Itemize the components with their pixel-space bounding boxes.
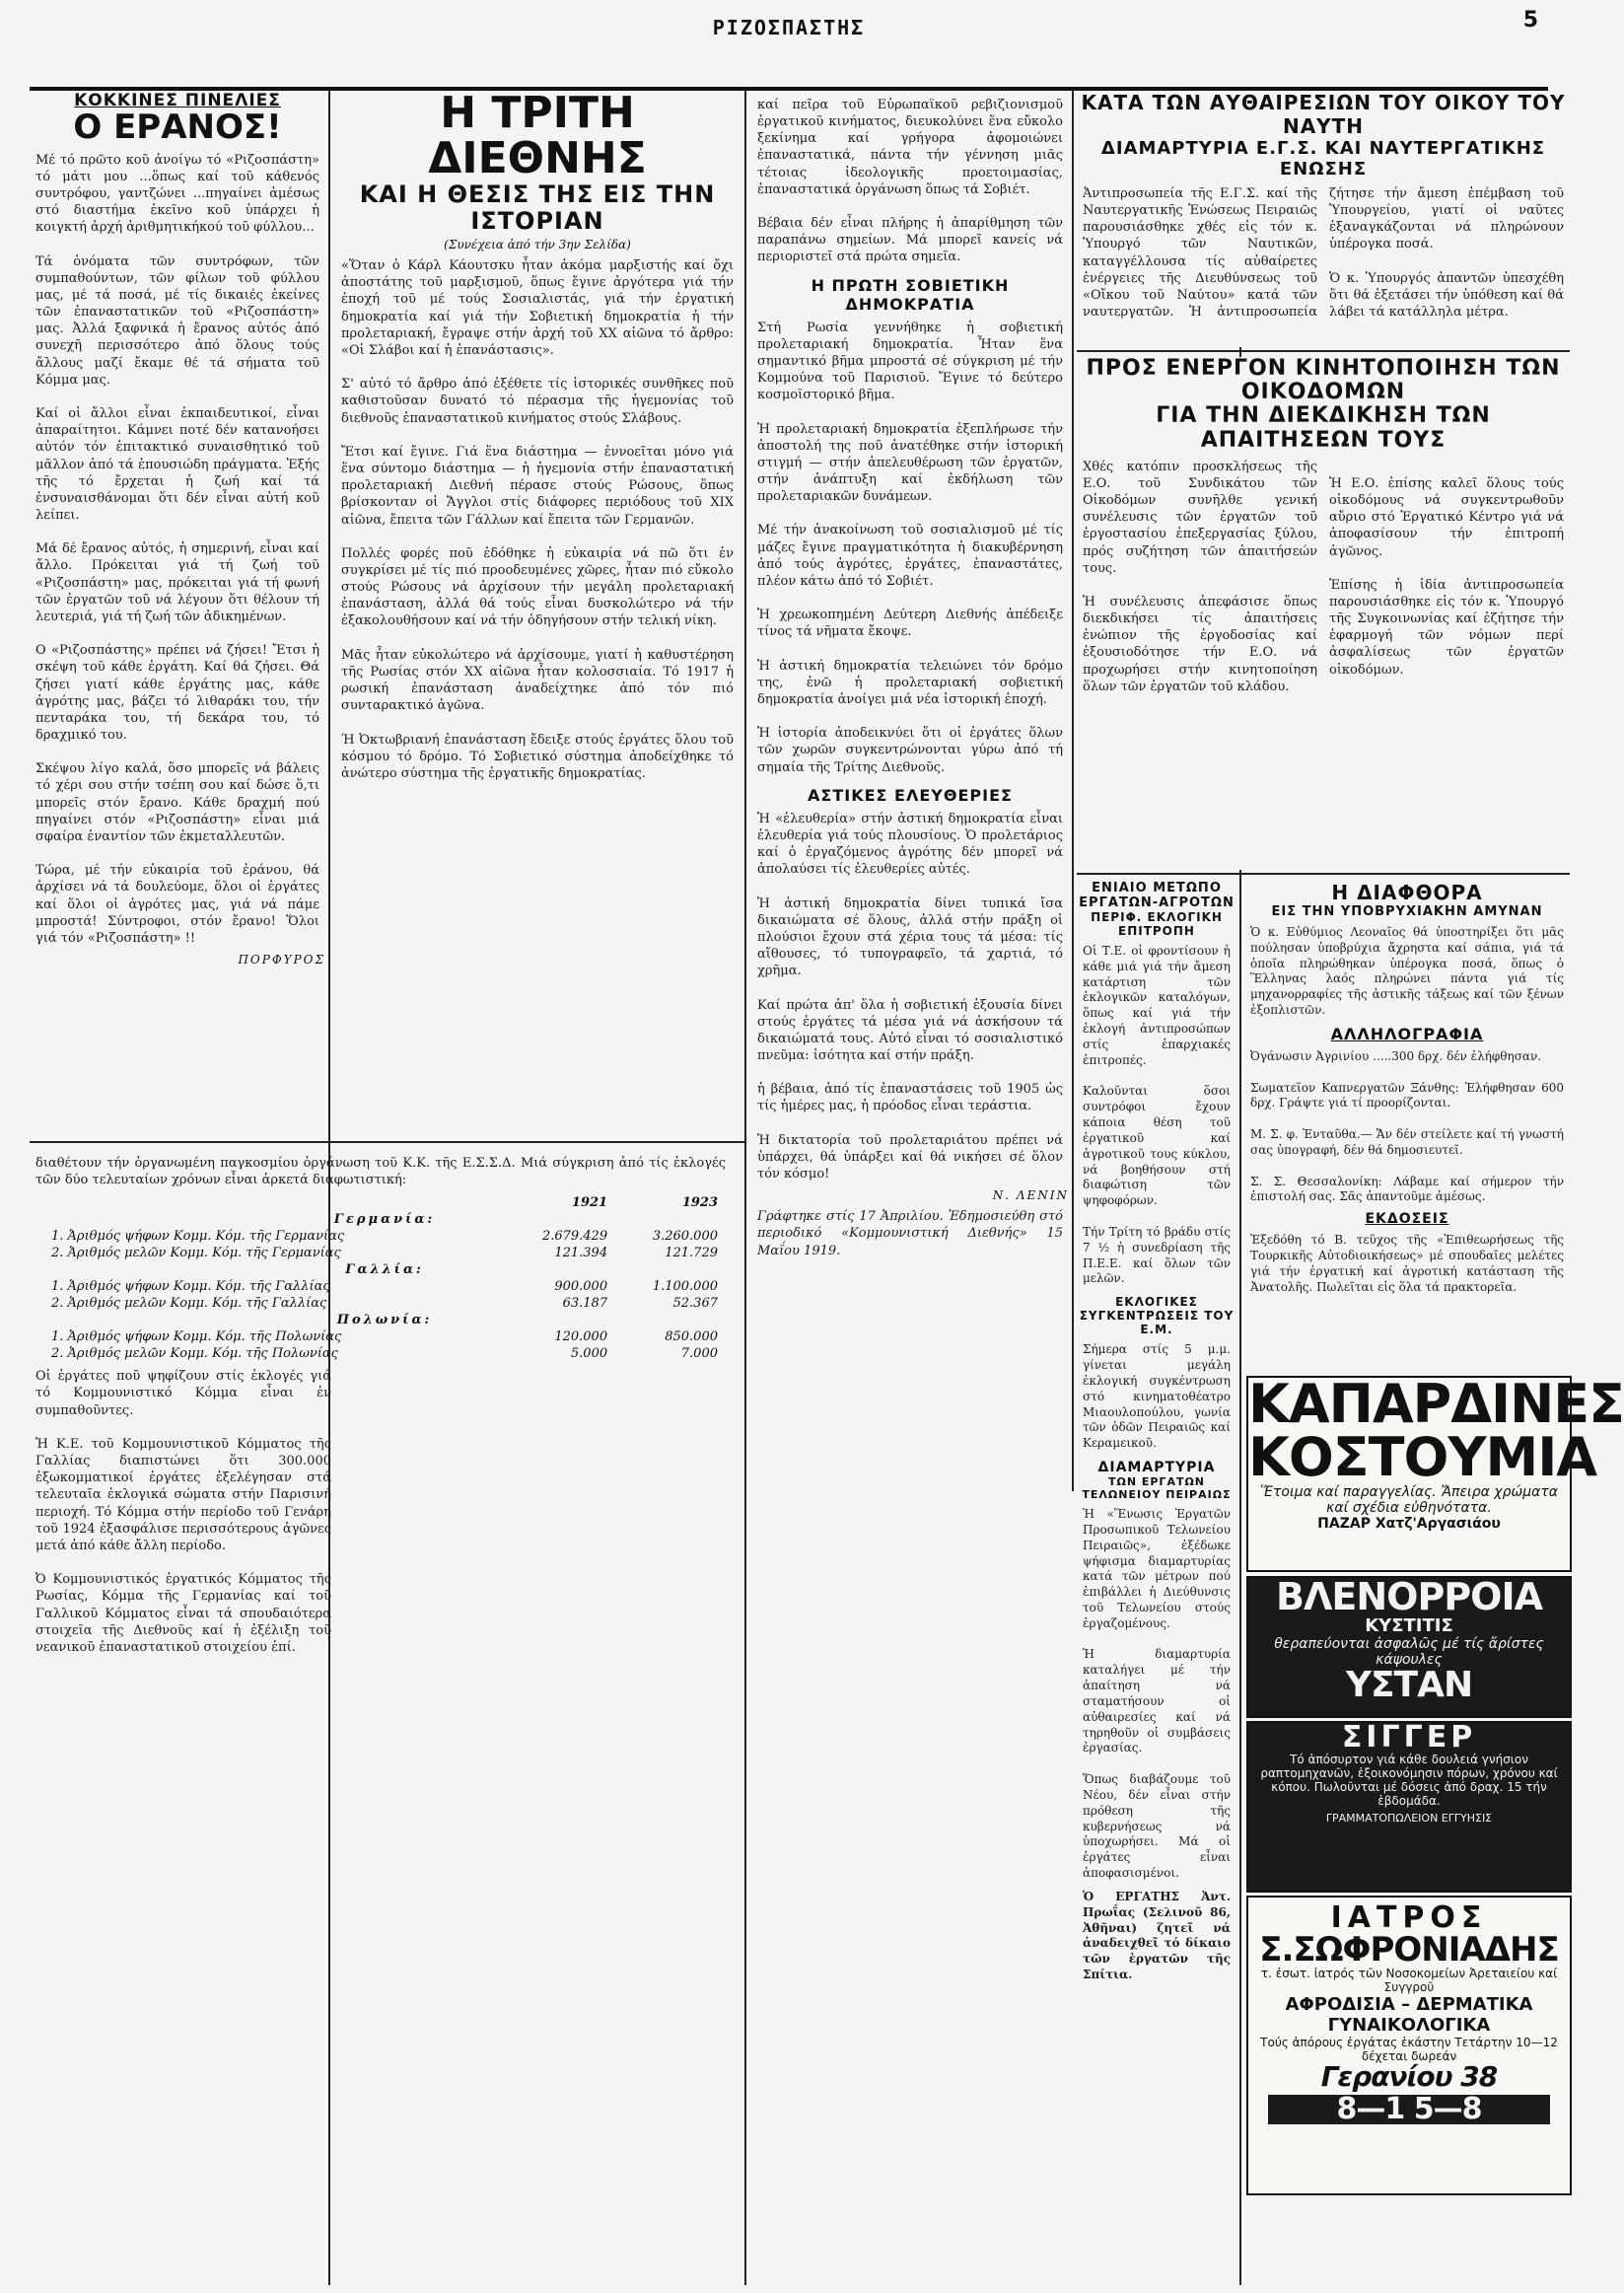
- stats-label: 2. Ἀριθμός μελῶν Κομμ. Κόμ. τῆς Γαλλίας: [51, 1296, 327, 1312]
- section-title: ΕΚΔΟΣΕΙΣ: [1365, 1211, 1449, 1228]
- stats-row: [47, 1228, 722, 1245]
- stats-after-text: Οἱ ἐργάτες ποῦ ψηφίζουν στίς ἐκλογές γιά τό Κομμουνιστικό Κόμμα εἶναι ἐν συμπαθοῦντες. Ἡ Κ.Ε. τοῦ Κομμουνιστικοῦ Κόμματος τῆς Γαλλίας διαπιστώνει ὅτι 300.000 ἐξωκομματικοί ἐργάτες ἐξελέγησαν στά τελευταῖα ἐκλογικά σώματα στήν Παρισινή περιοχή. Τό Κόμμα στήν περίοδο τοῦ Γενάρη τοῦ 1924 ἐξασφάλισε περισσότερους ἀγῶνες μετά ἀπό κάθε ἄλλη περίοδο. Ὀ Κομμουνιστικός ἐργατικός Κόμματος τῆς Ρωσίας, Κόμμα τῆς Γερμανίας καί τοῦ Γαλλικοῦ Κόμματος εἶναι τά σπουδαιότερα στοιχεῖα τῆς Διεθνοῦς καί ἡ ἐξέλιξη τοῦ νεανικοῦ ἐπαναστατικοῦ στοιχείου ἐπί.: [35, 1369, 331, 1655]
- stats-value: 63.187: [562, 1296, 608, 1312]
- article-signature: Ν. ΛΕΝΙΝ: [992, 1188, 1069, 1203]
- article-subtitle: ΓΙΑ ΤΗΝ ΔΙΕΚΔΙΚΗΣΗ ΤΩΝ ΑΠΑΙΤΗΣΕΩΝ ΤΟΥΣ: [1156, 403, 1491, 453]
- stats-value: 1.100.000: [652, 1279, 718, 1295]
- doctor-ad: [1246, 1896, 1572, 2195]
- sailors-house-protest: [1077, 91, 1570, 347]
- ad-headline: ΣΙΓΓΕΡ: [1341, 1720, 1477, 1755]
- article-body: «Ὅταν ὁ Κάρλ Κάουτσκυ ἦταν ἀκόμα μαρξιστής καί ὄχι ἀποστάτης τοῦ μαρξισμοῦ, ὅπως ἔγινε ἀργότερα γιά τήν ἐποχή τοῦ μέ τούς Σοσιαλιστάς, γιά τήν ἐργατική δημοκρατία καί γιά τήν Σοβιετική δημοκρατία ἡ τήν προλεταριακή, ἔγραψε στήν ἀρχή τοῦ ΧΧ αἰῶνα τό ἄρθρο: «Οἱ Σλάβοι καί ἡ ἐπανάστασις». Σ' αὐτό τό ἄρθρο ἀπό ἐξέθετε τίς ἱστορικές συνθῆκες ποῦ καθιστοῦσαν δυνατό τό πέρασμα τῆς ἡγεμονίας τοῦ διεθνοῦς ἐπαναστατικοῦ κινήματος στούς Σλάβους. Ἔτσι καί ἔγινε. Γιά ἕνα διάστημα — ἐννοεῖται μόνο γιά ἕνα σύντομο διάστημα — ἡ ἡγεμονία στήν ἐπαναστατική προλεταριακή Διεθνή πέρασε στούς Ρώσους, ὅπως βρίσκονταν οἱ Ἄγγλοι στίς διάφορες περιόδους τοῦ XIX αἰῶνα, ἔπειτα τῶν Γάλλων καί ἔπειτα τῶν Γερμανῶν. Πολλές φορές ποῦ ἐδόθηκε ἡ εὐκαιρία νά πῶ ὅτι ἐν συγκρίσει μέ τίς πιό προοδευμένες χῶρες, ἦταν πιό εὔκολο στούς Ρώσους νά ἀρχίσουν τήν μεγάλη προλεταριακή ἐπανάσταση, ἀλλά θά τούς εἶναι δυσκολώτερο νά τήν ἐξακολουθήσουν καί νά τήν ὁδηγήσουν στήν τελική νίκη. Μᾶς ἦταν εὐκολώτερο νά ἀρχίσουμε, γιατί ἡ καθυστέρηση τῆς Ρωσίας στόν XX αἰῶνα ἦταν κολοσσιαία. Τό 1917 ἡ ρωσική ἐπανάσταση ἀναδείχτηκε ἀπό τόν πιό συνταρακτικό ἀγῶνα. Ή Ὀκτωβριανή ἐπανάσταση ἔδειξε στούς ἐργάτες ὅλου τοῦ κόσμου τό δρόμο. Τό Σοβιετικό σύστημα ἀποδείχθηκε τό ἀνώτερο σύστημα τῆς ἐργατικῆς δημοκρατίας.: [341, 258, 734, 781]
- newspaper-name: ΡΙΖΟΣΠΑΣΤΗΣ: [712, 16, 866, 39]
- singer-ad: [1246, 1721, 1572, 1893]
- section-rule: [1077, 873, 1570, 875]
- article-body: καί πεῖρα τοῦ Εὐρωπαϊκοῦ ρεβιζιονισμοῦ ἐργατικοῦ κινήματος, διευκολύνει ἕνα εὔκολο ξεκίνημα καί γρήγορα ἀφομοιώνει ἐπαναστατικά, πάντα τήν γέννηση μιᾶς τέτοιας ἰδεολογικῆς προετοιμασίας, ἐπαναστατικά ὀργάνωση ὅπως τά Σοβιέτ. Βέβαια δέν εἶναι πλήρης ἡ ἀπαρίθμηση τῶν παραπάνω σημείων. Μά μπορεῖ κανείς νά περιοριστεῖ στά πρώτα σημεῖα.: [757, 98, 1063, 265]
- stats-row: [47, 1278, 722, 1295]
- red-brushes-column: [30, 91, 325, 1225]
- ad-specialty: ΓΥΝΑΙΚΟΛΟΓΙΚΑ: [1327, 2015, 1491, 2036]
- footer-note: Ὁ ΕΡΓΑΤΗΣ Ἀντ. Πρωΐας (Σελινοῦ 86, Ἀθῆναι) ζητεῖ νά ἀναδειχθεῖ τό δίκαιο τῶν ἐργατῶν τῆς Σπίτια.: [1083, 1889, 1231, 1982]
- page-number: 5: [1522, 8, 1538, 33]
- stats-label: 2. Ἀριθμός μελῶν Κομμ. Κόμ. τῆς Γερμανίας: [51, 1246, 341, 1261]
- builders-mobilization: [1077, 357, 1570, 870]
- section-body: Ἡ «ἐλευθερία» στήν ἀστική δημοκρατία εἶναι ἐλευθερία γιά τούς πλουσίους. Ὁ προλετάριος καί ὁ ἐργαζόμενος ἀγρότης δέν μπορεῖ νά ἀπολαύσει τίς ἐλευθερίες αὐτές. Ἡ ἀστική δημοκρατία δίνει τυπικά ἴσα δικαιώματα σέ ὅλους, ἀλλά στήν πράξη οἱ πλούσιοι ἔχουν στά χέρια τους τά μέσα: τίς αἴθουσες, τό τυπογραφεῖο, τά χαρτιά, τό χρῆμα. Καί πρώτα ἀπ' ὅλα ἡ σοβιετική ἐξουσία δίνει στούς ἐργάτες τά μέσα γιά νά ἀσκήσουν τά δικαιώματά τους. Αὐτό εἶναι τό σοσιαλιστικό πνεῦμα: ἰσότητα καί στήν πράξη. ἡ βέβαια, ἀπό τίς ἐπαναστάσεις τοῦ 1905 ὡς τίς ἡμέρες μας, ἡ πρόοδος εἶναι τεράστια. Ἡ δικτατορία τοῦ προλεταριάτου πρέπει νά ὑπάρχει, θά ὑπάρξει καί θά νικήσει σέ ὅλον τόν κόσμο!: [757, 811, 1063, 1182]
- stats-country: Γαλλία:: [345, 1262, 424, 1278]
- ad-text: θεραπεύονται ἀσφαλῶς μέ τίς ἄρίστες κάψουλες: [1274, 1636, 1544, 1668]
- article-body: Χθές κατόπιν προσκλήσεως τῆς Ε.Ο. τοῦ Συνδικάτου τῶν Οἰκοδόμων συνῆλθε γενική συνέλευσις τῶν ἐργατῶν τοῦ ἐργοστασίου ἐπεξεργασίας ξύλου, πρός συζήτηση τῶν ἀπαιτήσεών τους. Ἡ συνέλευσις ἀπεφάσισε ὅπως διεκδικήσει τίς ἀπαιτήσεις ἐνώπιον τῆς ἐργοδοσίας καί ἐξουσιοδότησε τήν Ε.Ο. νά προχωρήσει στήν κινητοποίηση ὅλων τῶν ἐργατῶν τοῦ κλάδου. Ἡ Ε.Ο. ἐπίσης καλεῖ ὅλους τούς οἰκοδόμους νά συγκεντρωθοῦν αὔριο στό Ἐργατικό Κέντρο γιά νά ἀποφασίσουν τήν ἐπιτροπή ἀγῶνος. Ἐπίσης ἡ ἰδία ἀντιπροσωπεία παρουσιάσθηκε εἰς τόν κ. Ὑπουργό τῆς Συγκοινωνίας καί ἐζήτησε τήν ἐφαρμογή τῶν νόμων περί ἀσφαλίσεως τῶν ἐργατῶν οἰκοδόμων.: [1083, 459, 1564, 694]
- stats-intro: διαθέτουν τήν ὀργανωμένη παγκοσμίου ὀργάνωση τοῦ Κ.Κ. τῆς Ε.Σ.Σ.Δ. Μιά σύγκριση ἀπό τίς ἐκλογές τῶν δύο τελευταίων χρόνων εἶναι ἀρκετά διαφωτιστική:: [35, 1156, 726, 1188]
- stats-row: [47, 1245, 722, 1261]
- article-title: Η ΔΙΑΦΘΟΡΑ: [1331, 881, 1483, 904]
- ad-text: Ἕτοιμα καί παραγγελίας. Ἄπειρα χρώματα καί σχέδια εὐθηνότατα.: [1259, 1484, 1558, 1516]
- coats-suits-ad: [1246, 1373, 1624, 1572]
- article-title: ΚΑΤΑ ΤΩΝ ΑΥΘΑΙΡΕΣΙΩΝ ΤΟΥ ΟΙΚΟΥ ΤΟΥ ΝΑΥΤΗ: [1081, 91, 1566, 138]
- stats-country: Γερμανία:: [333, 1212, 436, 1228]
- stats-row: [47, 1328, 722, 1345]
- article-title: Ο ΕΡΑΝΟΣ!: [73, 107, 282, 147]
- column-rule: [744, 91, 746, 2285]
- ad-shop: ΠΑΖΑΡ Χατζ'Αργασιάου: [1317, 1516, 1501, 1532]
- section-body: Ὀγάνωσιν Ἀγρινίου .....300 δρχ. δέν ἐλήφθησαν. Σωματεῖον Καπνεργατῶν Ξάνθης: Ἐλήφθησαν 600 δρχ. Γράψτε γιά τί προορίζονται. Μ. Σ. φ. Ἐνταῦθα.— Ἄν δέν στείλετε καί τή γνωστή σας ὑπογραφή, δέν θά δημοσιευτεῖ. Σ. Σ. Θεσσαλονίκη: Λάβαμε καί σήμερον τήν ἐπιστολή σας. Σᾶς ἀπαντοῦμε ἀμέσως.: [1250, 1048, 1564, 1204]
- ad-headline: ΙΑΤΡΟΣ: [1330, 1900, 1488, 1935]
- article-body: Σήμερα στίς 5 μ.μ. γίνεται μεγάλη ἐκλογική συγκέντρωση στό κινηματοθέατρο Μιαουλοπούλου, γωνία τῶν ὁδῶν Πειραιῶς καί Κεραμεικοῦ.: [1083, 1342, 1231, 1451]
- article-subtitle: ΕΙΣ ΤΗΝ ΥΠΟΒΡΥΧΙΑΚΗΝ ΑΜΥΝΑΝ: [1271, 904, 1543, 919]
- stats-header-cell: 1921: [571, 1195, 608, 1211]
- section-title: ΑΣΤΙΚΕΣ ΕΛΕΥΘΕΡΙΕΣ: [808, 785, 1013, 805]
- stats-row: [47, 1295, 722, 1312]
- stats-header-cell: [47, 1194, 501, 1211]
- ad-footer: ΓΡΑΜΜΑΤΟΠΩΛΕΙΟΝ ΕΓΓΥΗΣΙΣ: [1325, 1812, 1493, 1825]
- continued-note: (Συνέχεια ἀπό τήν 3ην Σελίδα): [444, 238, 631, 252]
- stats-value: 3.260.000: [652, 1229, 718, 1245]
- stats-table: [47, 1194, 722, 1362]
- stats-row: [47, 1345, 722, 1362]
- section-body: Στή Ρωσία γεννήθηκε ἡ σοβιετική προλεταριακή δημοκρατία. Ἦταν ἕνα σημαντικό βῆμα μπροστά σέ σύγκριση μέ τήν Κομμούνα τοῦ Παρισιοῦ. Ἔγινε τό δεύτερο κοσμοϊστορικό βῆμα. Ἡ προλεταριακή δημοκρατία ἐξεπλήρωσε τήν ἀποστολή της ποῦ ἀνατέθηκε στήν ἱστορική στιγμή — στήν ἀπελευθέρωση τῶν ἐργατῶν, στήν ἀνάπτυξη καί ἐκδήλωση τῶν προλεταριακῶν δυνάμεων. Μέ τήν ἀνακοίνωση τοῦ σοσιαλισμοῦ μέ τίς μάζες ἔγινε πραγματικότητα ἡ διακυβέρνηση ἀπό τούς ἀγρότες, ἐργάτες, ἐπαναστάτες, πλέον κάτω ἀπό τό Σοβιέτ. Ἡ χρεωκοπημένη Δεύτερη Διεθνής ἀπέδειξε τίνος τά νῆματα ἔκοψε. Ἡ ἀστική δημοκρατία τελειώνει τόν δρόμο της, ἐνῶ ἡ προλεταριακή σοβιετική δημοκρατία ἀνοίγει μιά νέα ἱστορική ἐποχή. Ἡ ἱστορία ἀποδεικνύει ὅτι οἱ ἐργάτες ὅλων τῶν χωρῶν συγκεντρώνονται γύρω ἀπό τή σημαία τῆς Τρίτης Διεθνοῦς.: [757, 320, 1063, 775]
- stats-country: Πολωνία:: [336, 1313, 433, 1328]
- section-title: Η ΠΡΩΤΗ ΣΟΒΙΕΤΙΚΗ ΔΗΜΟΚΡΑΤΙΑ: [811, 275, 1010, 314]
- stats-label: 1. Ἀριθμός ψήφων Κομμ. Κόμ. τῆς Πολωνίας: [51, 1329, 342, 1345]
- article-title: ΔΙΑΜΑΡΤΥΡΙΑ: [1097, 1460, 1216, 1476]
- column-kicker: ΚΟΚΚΙΝΕΣ ΠΙΝΕΛΙΕΣ: [74, 91, 281, 110]
- section-rule: [30, 1141, 744, 1143]
- article-title: ΕΚΛΟΓΙΚΕΣ ΣΥΓΚΕΝΤΡΩΣΕΙΣ ΤΟΥ Ε.Μ.: [1079, 1295, 1235, 1337]
- article-body: Μέ τό πρῶτο κοῦ ἀνοίγω τό «Ριζοσπάστη» τό μάτι μου ...ὅπως καί τοῦ κάθενός συντρόφου, γαντζώνει ...πηγαίνει ἀμέσως στό διαστήμα ἐκεῖνο κοῦ ὑπάρχει ἡ κοιγκτή ἀρχή ἀριθμητικήκού τοῦ φύλλου... Τά ὀνόματα τῶν συντρόφων, τῶν συμπαθούντων, τῶν φίλων τοῦ φύλλου μας, μέ τά ποσά, μέ τίς δικαιές ἐκείνες τῶν ἐπαναστατικῶν τοῦ «Ριζοσπάστη» μας. Ἀλλά ξαφνικά ἡ ἔρανος αὐτός ἀπό συνεχῆ περισσότερο ἀπό ὅλους τούς ἄλλους μαζί ἔκαμε θέ τά σήματα τοῦ Κόμμα μας. Καί οἱ ἄλλοι εἶναι ἐκπαιδευτικοί, εἶναι ἀπαραίτητοι. Κάμνει ποτέ δέν κατανοήσει αὐτόν τόν ἐπιτακτικό συναισθητικό τοῦ μᾶλλον ἀπό τά ἐπουσιώδη πράγματα. Ἐξής τῆς τό ἔρχεται ἡ ζωή καί τά ἐνσυναισθάνομαι ὅτι δέν εἶναι αὐτή κοῦ λείπει. Μά δέ ἔρανος αὐτός, ἡ σημερινή, εἶναι καί ἄλλο. Πρόκειται γιά τή ζωή τοῦ «Ριζοσπάστη» μας, πρόκειται γιά τή φωνή τῶν ἐργατῶν τοῦ νά λέγουν ὅτι θέλουν τή λευτεριά, γιά τή ζωή τῶν ἀδικημένων. Ο «Ριζοσπάστης» πρέπει νά ζήσει! Ἔτσι ἡ σκέψη τοῦ κάθε ἐργάτη. Καί θά ζήσει. Θά ζήσει γιατί κάθε ἐργάτης μας, κάθε ἀγρότης μας, βάζει τό λιθαράκι του, τήν πενταράκα του, τή δεκάρα του, τό δραχμικό του. Σκέψου λίγο καλά, ὅσο μπορεῖς νά βάλεις τό χέρι σου στήν τσέπη σου καί δώσε ὅ,τι μπορεῖς στόν ἔρανο. Κάθε δραχμή πού πηγαίνει στόν «Ριζοσπάστη» εἶναι μιά σφαίρα ἐναντίον τῶν ἐκμεταλλευτῶν. Τώρα, μέ τήν εὐκαιρία τοῦ ἐράνου, θά ἀρχίσει νά τά δουλεύομε, ὅλοι οἱ ἐργάτες καί ὅλοι οἱ ἀγρότες μας, γιά νά πάμε μπροστά! Σύντροφοι, στόν ἔρανο! Ὅλοι γιά τόν «Ριζοσπάστη» !!: [35, 152, 319, 946]
- ad-headline: ΒΛΕΝΟΡΡΟΙΑ: [1276, 1575, 1542, 1618]
- masthead: [30, 8, 1548, 91]
- section-body: Ἐξεδόθη τό Β. τεῦχος τῆς «Ἐπιθεωρήσεως τῆς Τουρκικῆς Αὐτοδιοικήσεως» μέ σπουδαῖες μελέτες γιά τήν ἐργατική καί ἀγροτική κατάσταση τῆς Ἀνατολῆς. Πωλεῖται εἰς ὅλα τά πρακτορεῖα.: [1250, 1233, 1564, 1294]
- article-subtitle: ΠΕΡΙΦ. ΕΚΛΟΓΙΚΗ ΕΠΙΤΡΟΠΗ: [1091, 910, 1223, 938]
- stats-value: 7.000: [680, 1346, 718, 1362]
- stats-value: 121.729: [665, 1246, 718, 1261]
- article-title: Η ΤΡΙΤΗ ΔΙΕΘΝΗΣ: [428, 88, 647, 184]
- united-front-section: [1077, 881, 1236, 2281]
- ad-specialty: ΑΦΡΟΔΙΣΙΑ – ΔΕΡΜΑΤΙΚΑ: [1285, 1994, 1533, 2015]
- date-note: Γράφτηκε στίς 17 Ἀπριλίου. Ἐδημοσιεύθη στό περιοδικό «Κομμουνιστική Διεθνής» 15 Μαΐου 1919.: [757, 1209, 1063, 1258]
- stats-value: 850.000: [665, 1329, 718, 1345]
- ad-text: Τούς ἀπόρους ἐργάτας ἑκάστην Τετάρτην 10—12 δέχεται δωρεάν: [1260, 2036, 1558, 2063]
- article-subtitle: ΤΩΝ ΕΡΓΑΤΩΝ ΤΕΛΩΝΕΙΟΥ ΠΕΙΡΑΙΩΣ: [1082, 1475, 1232, 1502]
- stats-value: 52.367: [672, 1296, 718, 1312]
- ad-doctor-name: Σ.ΣΩΦΡΟΝΙΑΔΗΣ: [1259, 1930, 1559, 1970]
- section-rule: [1077, 350, 1570, 352]
- ad-text: Τό ἀπόσυρτον γιά κάθε δουλειά γνήσιον ραπτομηχανῶν, ἐξοικονόμησιν πόρων, χρόνου καί κόπου. Πωλοῦνται μέ δόσεις ἀπό δραχ. 15 τήν ἑβδομάδα.: [1260, 1753, 1558, 1808]
- stats-header-cell: 1923: [681, 1195, 718, 1211]
- stats-value: 120.000: [554, 1329, 608, 1345]
- article-subtitle: ΚΑΙ Η ΘΕΣΙΣ ΤΗΣ ΕΙΣ ΤΗΝ ΙΣΤΟΡΙΑΝ: [359, 180, 716, 235]
- section-title: ΑΛΛΗΛΟΓΡΑΦΙΑ: [1330, 1024, 1484, 1043]
- stats-value: 121.394: [554, 1246, 608, 1261]
- article-body: Ὁ κ. Εὐθύμιος Λεοναῖος θά ὑποστηρίξει ὅτι μᾶς πούλησαν ὑποβρύχια ἄχρηστα καί σάπια, γιά τά ὁποῖα πληρώθηκαν ὑπέρογκα ποσά, ὅπως ὁ Ἕλληνας λαός πληρώνει πάντα γιά τίς μηχανορραφίες τῆς ἀστικῆς τάξεως καί τῶν ξένων ἐξοπλιστῶν.: [1250, 925, 1564, 1018]
- party-stats-section: [30, 1149, 740, 2283]
- stats-label: 2. Ἀριθμός μελῶν Κομμ. Κόμ. τῆς Πολωνίας: [51, 1346, 338, 1362]
- stats-label: 1. Ἀριθμός ψήφων Κομμ. Κόμ. τῆς Γερμανίας: [51, 1229, 345, 1245]
- ad-brand: ΥΣΤΑΝ: [1345, 1665, 1473, 1705]
- stats-value: 900.000: [554, 1279, 608, 1295]
- ad-subheadline: ΚΥΣΤΙΤΙΣ: [1365, 1615, 1453, 1636]
- article-body: Ἡ «Ἕνωσις Ἐργατῶν Προσωπικοῦ Τελωνείου Πειραιῶς», ἐξέδωκε ψήφισμα διαμαρτυρίας κατά τῶν μέτρων πού ἐπιβάλλει ἡ Διεύθυνσις τοῦ Τελωνείου στούς ἐργαζομένους. Ἡ διαμαρτυρία καταλήγει μέ τήν ἀπαίτηση νά σταματήσουν οἱ αὐθαιρεσίες καί νά τηρηθοῦν οἱ συμβάσεις ἐργασίας. Ὅπως διαβάζουμε τοῦ Νέου, δέν εἶναι στήν πρόθεση τῆς κυβερνήσεως νά ὑποχωρήσει. Μά οἱ ἐργάτες εἶναι ἀποφασισμένοι.: [1083, 1507, 1231, 1881]
- ystan-ad: [1246, 1576, 1572, 1718]
- ad-address: Γερανίου 38: [1320, 2060, 1498, 2093]
- article-body: Οἱ Τ.Ε. οἱ φροντίσουν ἡ κάθε μιά γιά τήν ἄμεση κατάρτιση τῶν ἐκλογικῶν καταλόγων, ὅπως καί γιά τήν ἐκλογή ἀντιπροσώπων στίς ἐπαρχιακές ἐπιτροπές. Καλοῦνται ὅσοι συντρόφοι ἔχουν κάποια θέση τοῦ ἐργατικοῦ καί ἀγροτικοῦ τους κύκλου, νά βοηθήσουν στή διαφώτιση τῶν ψηφοφόρων. Τήν Τρίτη τό βράδυ στίς 7 ½ ἡ συνεδρίαση τῆς Π.Ε.Ε. καί ὅλων τῶν μελῶν.: [1083, 944, 1231, 1286]
- article-signature: ΠΟΡΦΥΡΟΣ: [238, 953, 325, 967]
- article-subtitle: ΔΙΑΜΑΡΤΥΡΙΑ Ε.Γ.Σ. ΚΑΙ ΝΑΥΤΕΡΓΑΤΙΚΗΣ ΕΝΩΣΗΣ: [1100, 138, 1546, 179]
- third-international-article: [335, 88, 740, 1136]
- lenin-article-continuation: [751, 91, 1069, 2285]
- ad-text: τ. ἐσωτ. ἰατρός τῶν Νοσοκομείων Ἀρεταιείου καί Συγγροῦ: [1260, 1967, 1558, 1994]
- ad-hours: 8—1 5—8: [1268, 2095, 1550, 2124]
- article-body: Ἀντιπροσωπεία τῆς Ε.Γ.Σ. καί τῆς Ναυτεργατικῆς Ἑνώσεως Πειραιῶς παρουσιάσθηκε χθές εἰς τόν κ. Ὑπουργό τῶν Ναυτικῶν, καταγγέλλουσα τίς αὐθαίρετες ἐνέργειες τῆς Διευθύνσεως τοῦ «Οἴκου τοῦ Ναύτου» κατά τῶν ναυτεργατῶν. Ἡ ἀντιπροσωπεία ζήτησε τήν ἄμεση ἐπέμβαση τοῦ Ὑπουργείου, γιατί οἱ ναῦτες ἐξαναγκάζονται νά πληρώνουν ὑπέρογκα ποσά. Ὁ κ. Ὑπουργός ἀπαντῶν ὑπεσχέθη ὅτι θά ἐξετάσει τήν ὑπόθεση καί θά λάβει τά κατάλληλα μέτρα.: [1083, 186, 1564, 321]
- ad-headline: ΚΑΠΑΡΔΙΝΕΣ: [1248, 1373, 1624, 1435]
- column-rule: [1072, 91, 1074, 1491]
- article-title: ΕΝΙΑΙΟ ΜΕΤΩΠΟ ΕΡΓΑΤΩΝ-ΑΓΡΟΤΩΝ: [1079, 881, 1235, 910]
- stats-header-row: [47, 1194, 722, 1211]
- article-title: ΠΡΟΣ ΕΝΕΡΓΟΝ ΚΙΝΗΤΟΠΟΙΗΣΗ ΤΩΝ ΟΙΚΟΔΟΜΩΝ: [1086, 356, 1561, 405]
- stats-value: 2.679.429: [541, 1229, 608, 1245]
- stats-value: 5.000: [570, 1346, 608, 1362]
- stats-label: 1. Ἀριθμός ψήφων Κομμ. Κόμ. τῆς Γαλλίας: [51, 1279, 330, 1295]
- ad-headline: ΚΟΣΤΟΥΜΙΑ: [1248, 1426, 1597, 1488]
